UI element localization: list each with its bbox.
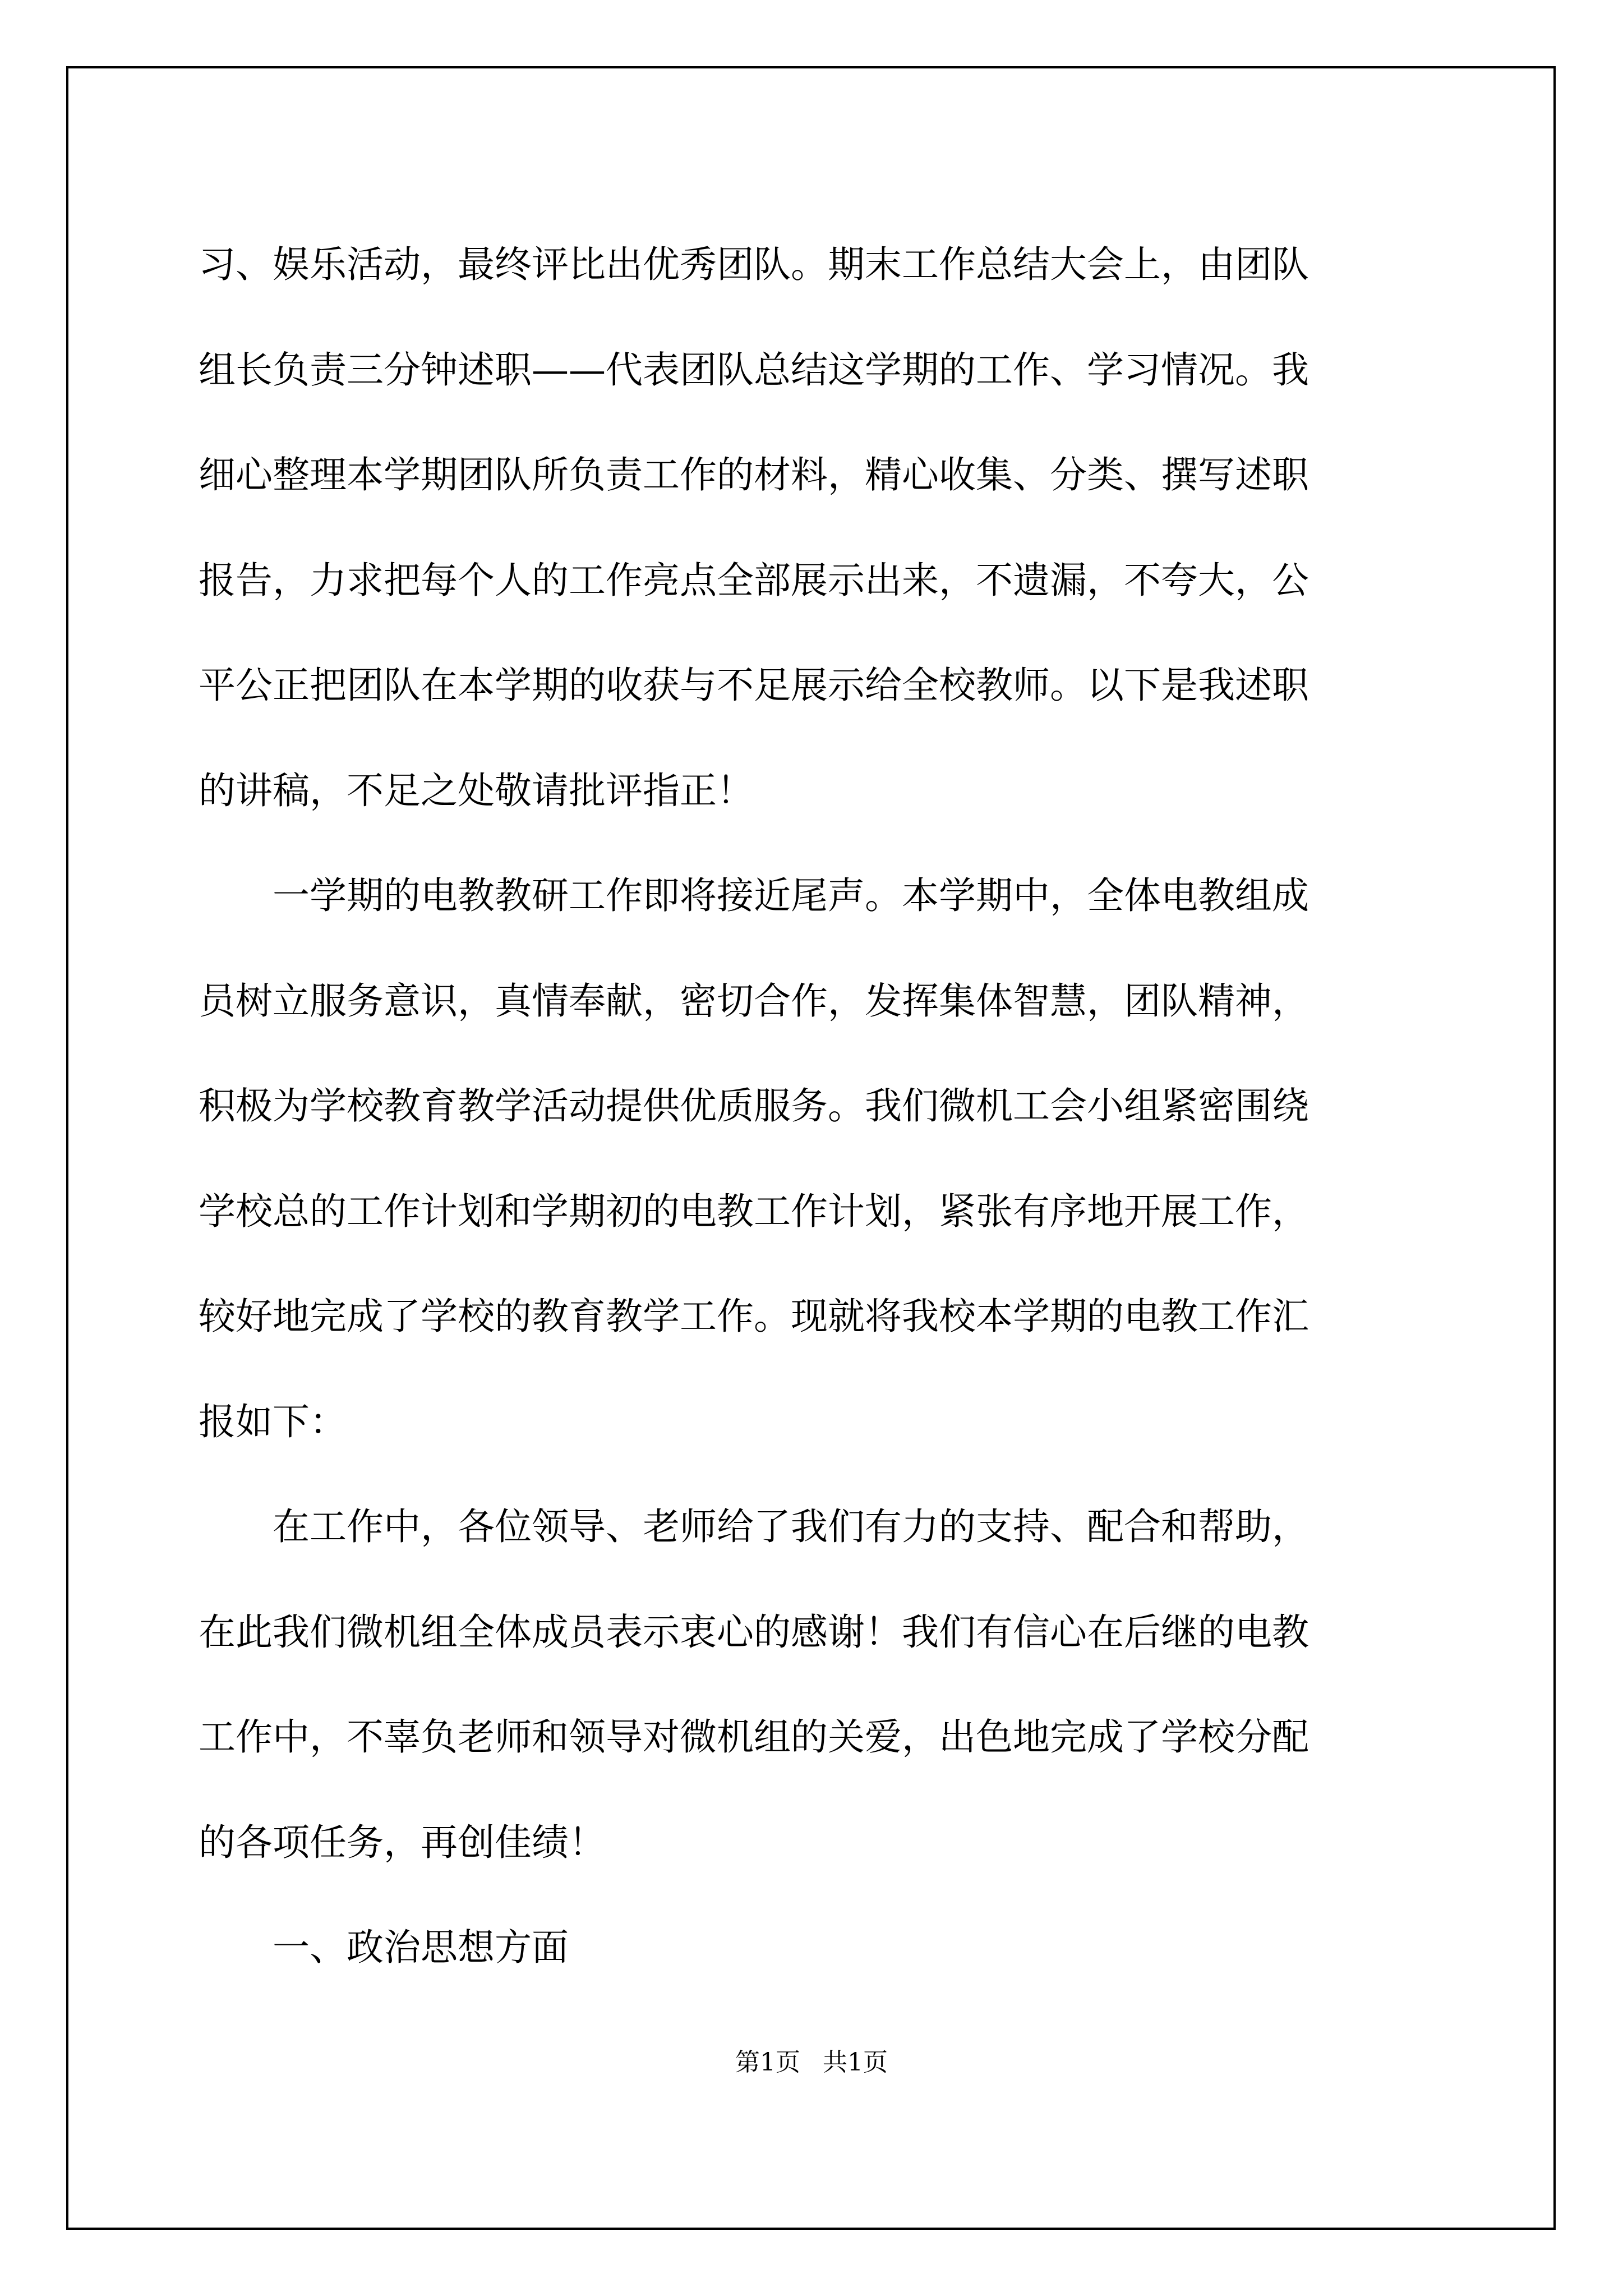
text-line: 报如下： [199, 1400, 347, 1443]
text-line: 一学期的电教教研工作即将接近尾声。本学期中，全体电教组成 [273, 874, 1309, 917]
section-heading [199, 1895, 1428, 2000]
text-line: 员树立服务意识，真情奉献，密切合作，发挥集体智慧，团队精神， [199, 979, 1309, 1023]
text-line: 较好地完成了学校的教育教学工作。现就将我校本学期的电教工作汇 [199, 1295, 1309, 1338]
text-line: 报告，力求把每个人的工作亮点全部展示出来，不遗漏，不夸大，公 [199, 558, 1309, 602]
text-line: 积极为学校教育教学活动提供优质服务。我们微机工会小组紧密围绕 [199, 1084, 1309, 1128]
page-footer [0, 2042, 1623, 2078]
paragraph-1 [199, 212, 1428, 843]
text-line: 组长负责三分钟述职——代表团队总结这学期的工作、学习情况。我 [199, 348, 1309, 392]
paragraph-2 [199, 843, 1428, 1474]
text-line: 在此我们微机组全体成员表示衷心的感谢！我们有信心在后继的电教 [199, 1610, 1309, 1654]
text-line: 在工作中，各位领导、老师给了我们有力的支持、配合和帮助， [273, 1505, 1309, 1548]
text-line: 学校总的工作计划和学期初的电教工作计划，紧张有序地开展工作， [199, 1189, 1309, 1233]
text-line: 细心整理本学期团队所负责工作的材料，精心收集、分类、撰写述职 [199, 453, 1309, 496]
text-line: 习、娱乐活动，最终评比出优秀团队。期末工作总结大会上，由团队 [199, 243, 1309, 286]
text-line: 平公正把团队在本学期的收获与不足展示给全校教师。以下是我述职 [199, 664, 1309, 707]
text-line: 的讲稿，不足之处敬请批评指正！ [199, 769, 754, 812]
page-total: 共1页 [823, 2048, 888, 2077]
document-body [199, 212, 1428, 2000]
paragraph-3 [199, 1474, 1428, 1895]
page-number: 第1页 [735, 2048, 800, 2077]
text-line: 工作中，不辜负老师和领导对微机组的关爱，出色地完成了学校分配 [199, 1715, 1309, 1759]
text-line: 的各项任务，再创佳绩！ [199, 1820, 606, 1864]
section-heading-text: 一、政治思想方面 [273, 1926, 569, 1969]
